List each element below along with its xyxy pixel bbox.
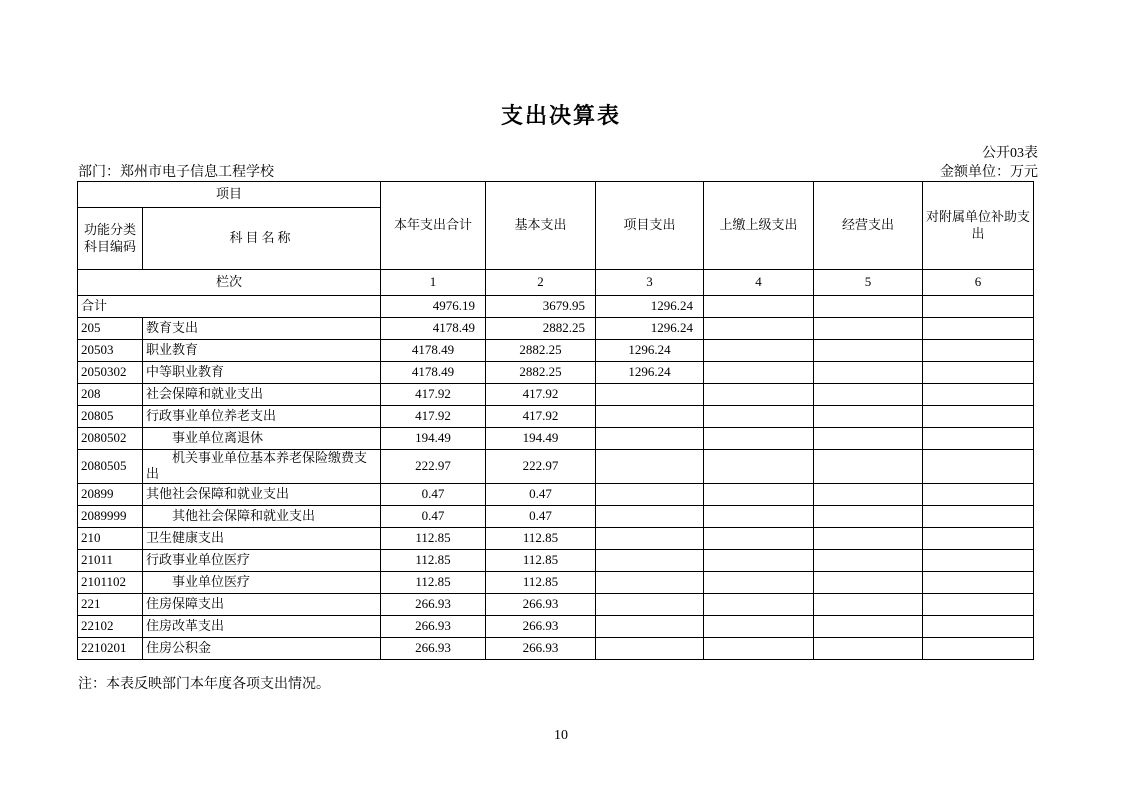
subject-code-cell: 2101102 xyxy=(78,571,143,593)
value-cell xyxy=(704,384,814,406)
department-label: 部门：郑州市电子信息工程学校 xyxy=(78,165,274,180)
value-cell xyxy=(814,384,923,406)
value-cell xyxy=(923,615,1034,637)
header-col-basic: 基本支出 xyxy=(486,182,596,270)
subject-code-cell: 20805 xyxy=(78,406,143,428)
value-cell xyxy=(596,428,704,450)
header-col-total: 本年支出合计 xyxy=(381,182,486,270)
value-cell xyxy=(923,637,1034,659)
value-cell xyxy=(704,527,814,549)
value-cell xyxy=(704,615,814,637)
table-header xyxy=(78,182,1034,296)
value-cell: 2882.25 xyxy=(486,340,596,362)
subject-name-cell: 住房公积金 xyxy=(143,637,381,659)
header-col-project-exp: 项目支出 xyxy=(596,182,704,270)
value-cell: 0.47 xyxy=(381,505,486,527)
value-cell xyxy=(923,362,1034,384)
value-cell: 222.97 xyxy=(381,450,486,484)
value-cell xyxy=(814,593,923,615)
value-cell: 417.92 xyxy=(381,384,486,406)
value-cell: 112.85 xyxy=(381,549,486,571)
header-col-operating: 经营支出 xyxy=(814,182,923,270)
table-row xyxy=(78,571,1034,593)
header-col-subsidy: 对附属单位补助支出 xyxy=(923,182,1034,270)
value-cell xyxy=(923,340,1034,362)
value-cell: 3679.95 xyxy=(486,296,596,318)
header-col-number: 2 xyxy=(486,270,596,296)
header-project: 项目 xyxy=(78,182,381,208)
value-cell xyxy=(814,406,923,428)
table-row xyxy=(78,637,1034,659)
subject-code-cell: 208 xyxy=(78,384,143,406)
value-cell: 266.93 xyxy=(381,615,486,637)
expenditure-table xyxy=(77,181,1034,660)
value-cell: 222.97 xyxy=(486,450,596,484)
value-cell: 2882.25 xyxy=(486,318,596,340)
value-cell xyxy=(596,527,704,549)
subject-name-cell: 其他社会保障和就业支出 xyxy=(143,483,381,505)
table-row xyxy=(78,406,1034,428)
value-cell xyxy=(814,637,923,659)
value-cell xyxy=(923,505,1034,527)
header-col-number: 3 xyxy=(596,270,704,296)
page-number: 10 xyxy=(554,728,568,743)
value-cell xyxy=(596,615,704,637)
subject-code-cell: 210 xyxy=(78,527,143,549)
value-cell: 112.85 xyxy=(486,549,596,571)
value-cell: 1296.24 xyxy=(596,318,704,340)
value-cell xyxy=(596,593,704,615)
table-row xyxy=(78,593,1034,615)
value-cell xyxy=(923,527,1034,549)
table-row xyxy=(78,549,1034,571)
table-row xyxy=(78,362,1034,384)
form-number-label: 公开03表 xyxy=(982,146,1038,161)
value-cell xyxy=(704,571,814,593)
value-cell xyxy=(923,384,1034,406)
value-cell xyxy=(814,571,923,593)
value-cell: 0.47 xyxy=(381,483,486,505)
value-cell xyxy=(596,483,704,505)
table-row xyxy=(78,483,1034,505)
value-cell xyxy=(596,637,704,659)
value-cell xyxy=(814,483,923,505)
subject-code-cell: 2080505 xyxy=(78,450,143,484)
header-lanci: 栏次 xyxy=(78,270,381,296)
value-cell xyxy=(923,549,1034,571)
value-cell: 194.49 xyxy=(381,428,486,450)
value-cell xyxy=(814,428,923,450)
value-cell: 194.49 xyxy=(486,428,596,450)
value-cell: 2882.25 xyxy=(486,362,596,384)
value-cell xyxy=(704,549,814,571)
value-cell xyxy=(814,549,923,571)
value-cell xyxy=(704,450,814,484)
table-row xyxy=(78,428,1034,450)
value-cell xyxy=(596,549,704,571)
subject-name-cell: 教育支出 xyxy=(143,318,381,340)
subject-code-cell: 2210201 xyxy=(78,637,143,659)
table-row xyxy=(78,527,1034,549)
subject-name-cell: 机关事业单位基本养老保险缴费支出 xyxy=(143,450,381,484)
subject-code-cell: 221 xyxy=(78,593,143,615)
value-cell: 4178.49 xyxy=(381,362,486,384)
table-row xyxy=(78,384,1034,406)
subject-code-cell: 20503 xyxy=(78,340,143,362)
value-cell xyxy=(596,450,704,484)
value-cell: 266.93 xyxy=(381,637,486,659)
value-cell: 0.47 xyxy=(486,505,596,527)
subject-name-cell: 事业单位离退休 xyxy=(143,428,381,450)
value-cell xyxy=(923,296,1034,318)
value-cell: 266.93 xyxy=(486,593,596,615)
subject-name-cell: 住房改革支出 xyxy=(143,615,381,637)
value-cell: 1296.24 xyxy=(596,296,704,318)
value-cell xyxy=(704,296,814,318)
footnote: 注：本表反映部门本年度各项支出情况。 xyxy=(78,677,330,692)
value-cell: 417.92 xyxy=(486,406,596,428)
subject-code-cell: 21011 xyxy=(78,549,143,571)
table-row xyxy=(78,340,1034,362)
table-row xyxy=(78,296,1034,318)
value-cell: 266.93 xyxy=(486,637,596,659)
value-cell xyxy=(923,318,1034,340)
subject-code-cell: 20899 xyxy=(78,483,143,505)
header-col-number: 1 xyxy=(381,270,486,296)
value-cell xyxy=(704,483,814,505)
value-cell xyxy=(704,637,814,659)
value-cell: 112.85 xyxy=(381,527,486,549)
value-cell xyxy=(596,406,704,428)
table-row xyxy=(78,450,1034,484)
subject-name-cell: 合计 xyxy=(78,296,381,318)
subject-code-cell: 205 xyxy=(78,318,143,340)
unit-label: 金额单位：万元 xyxy=(940,165,1038,180)
subject-name-cell: 卫生健康支出 xyxy=(143,527,381,549)
value-cell xyxy=(596,384,704,406)
header-col-upper: 上缴上级支出 xyxy=(704,182,814,270)
subject-code-cell: 2080502 xyxy=(78,428,143,450)
value-cell: 4178.49 xyxy=(381,340,486,362)
value-cell xyxy=(814,615,923,637)
header-col-number: 6 xyxy=(923,270,1034,296)
header-row-project xyxy=(78,182,1034,208)
subject-code-cell: 2050302 xyxy=(78,362,143,384)
subject-name-cell: 行政事业单位养老支出 xyxy=(143,406,381,428)
header-code: 功能分类科目编码 xyxy=(78,208,143,270)
table-row xyxy=(78,318,1034,340)
value-cell xyxy=(704,593,814,615)
subject-name-cell: 职业教育 xyxy=(143,340,381,362)
page-title: 支出决算表 xyxy=(500,103,621,128)
subject-name-cell: 事业单位医疗 xyxy=(143,571,381,593)
value-cell xyxy=(814,450,923,484)
value-cell xyxy=(596,505,704,527)
subject-code-cell: 22102 xyxy=(78,615,143,637)
value-cell: 417.92 xyxy=(381,406,486,428)
header-row-lanci xyxy=(78,270,1034,296)
value-cell: 112.85 xyxy=(381,571,486,593)
value-cell xyxy=(704,505,814,527)
value-cell xyxy=(704,428,814,450)
value-cell xyxy=(704,406,814,428)
table-row xyxy=(78,505,1034,527)
value-cell xyxy=(923,428,1034,450)
value-cell xyxy=(704,340,814,362)
header-col-number: 4 xyxy=(704,270,814,296)
value-cell xyxy=(814,505,923,527)
value-cell xyxy=(923,406,1034,428)
value-cell xyxy=(814,362,923,384)
value-cell: 266.93 xyxy=(486,615,596,637)
value-cell: 4976.19 xyxy=(381,296,486,318)
subject-code-cell: 2089999 xyxy=(78,505,143,527)
table-row xyxy=(78,615,1034,637)
value-cell: 417.92 xyxy=(486,384,596,406)
value-cell xyxy=(704,362,814,384)
value-cell xyxy=(704,318,814,340)
value-cell xyxy=(814,527,923,549)
subject-name-cell: 社会保障和就业支出 xyxy=(143,384,381,406)
value-cell: 1296.24 xyxy=(596,340,704,362)
value-cell xyxy=(814,296,923,318)
value-cell xyxy=(923,593,1034,615)
header-subject-name: 科目名称 xyxy=(143,208,381,270)
header-col-number: 5 xyxy=(814,270,923,296)
subject-name-cell: 行政事业单位医疗 xyxy=(143,549,381,571)
value-cell xyxy=(596,571,704,593)
subject-name-cell: 其他社会保障和就业支出 xyxy=(143,505,381,527)
table-body xyxy=(78,296,1034,660)
subject-name-cell: 中等职业教育 xyxy=(143,362,381,384)
value-cell xyxy=(923,571,1034,593)
value-cell: 0.47 xyxy=(486,483,596,505)
value-cell xyxy=(923,483,1034,505)
subject-name-cell: 住房保障支出 xyxy=(143,593,381,615)
value-cell xyxy=(814,318,923,340)
value-cell: 112.85 xyxy=(486,527,596,549)
value-cell xyxy=(923,450,1034,484)
value-cell: 4178.49 xyxy=(381,318,486,340)
value-cell: 266.93 xyxy=(381,593,486,615)
value-cell: 112.85 xyxy=(486,571,596,593)
value-cell: 1296.24 xyxy=(596,362,704,384)
value-cell xyxy=(814,340,923,362)
